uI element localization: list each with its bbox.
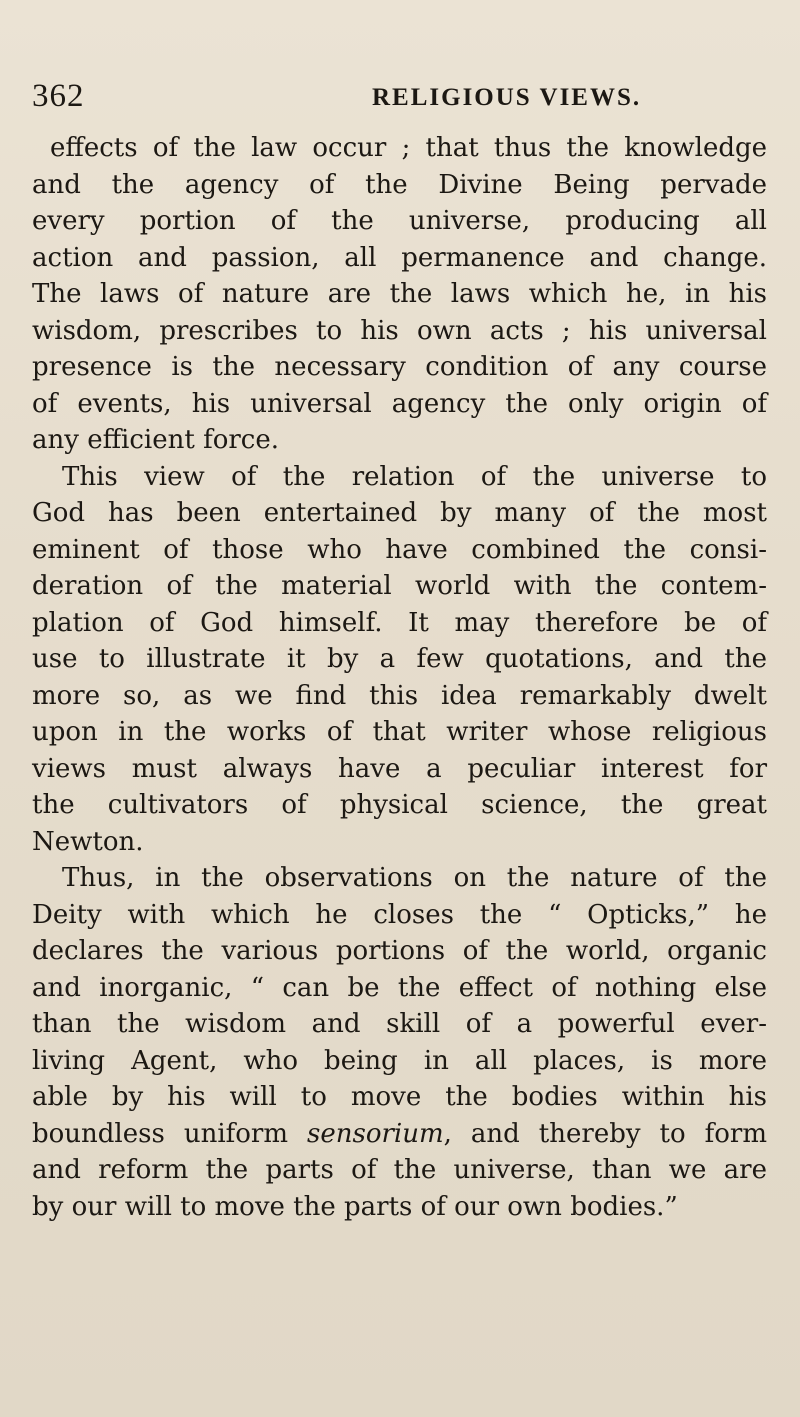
running-head — [32, 78, 772, 122]
text-line: wisdom, prescribes to his own acts ; his universal — [32, 315, 767, 346]
text-line: eminent of those who have combined the consi- — [32, 534, 767, 565]
text-line: God has been entertained by many of the most — [32, 498, 767, 528]
text-line: every portion of the universe, producing all — [32, 206, 767, 236]
text-line: action and passion, all permanence and change. — [32, 242, 767, 273]
text-line: views must always have a peculiar interest for — [32, 753, 767, 784]
text-line: effects of the law occur ; that thus the knowledge — [50, 133, 767, 163]
text-fragment: boundless uniform — [32, 1118, 288, 1149]
text-line: presence is the necessary condition of any course — [32, 352, 767, 382]
text-line: the cultivators of physical science, the great — [32, 790, 767, 820]
text-line: The laws of nature are the laws which he, in his — [32, 279, 767, 309]
text-line: plation of God himself. It may therefore be of — [32, 607, 767, 638]
body-text — [32, 130, 767, 1225]
text-fragment: , and thereby to form — [443, 1118, 768, 1149]
text-line: use to illustrate it by a few quotations, and the — [32, 644, 767, 674]
page-number: 362 — [32, 78, 85, 114]
text-line: Deity with which he closes the “ Opticks,” he — [32, 899, 767, 930]
text-line: by our will to move the parts of our own bodies.” — [32, 1191, 678, 1222]
text-line: upon in the works of that writer whose religious — [32, 717, 767, 747]
text-line: and inorganic, “ can be the effect of nothing else — [32, 972, 767, 1003]
text-line: and reform the parts of the universe, than we are — [32, 1155, 767, 1185]
text-line: than the wisdom and skill of a powerful ever- — [32, 1009, 767, 1039]
text-line: Newton. — [32, 826, 144, 857]
text-line: any efficient force. — [32, 425, 280, 455]
text-line-mixed — [32, 1116, 767, 1153]
text-line: This view of the relation of the universe to — [62, 461, 767, 492]
text-line: more so, as we find this idea remarkably dwelt — [32, 680, 767, 711]
text-line: deration of the material world with the contem- — [32, 571, 767, 601]
text-line: of events, his universal agency the only origin of — [32, 388, 767, 419]
running-title: RELIGIOUS VIEWS. — [372, 84, 642, 111]
text-line: and the agency of the Divine Being pervade — [32, 169, 767, 200]
italic-term: sensorium — [307, 1118, 444, 1149]
text-line: Thus, in the observations on the nature of the — [62, 863, 767, 893]
text-line: declares the various portions of the world, organic — [32, 936, 767, 966]
text-line: living Agent, who being in all places, is more — [32, 1045, 767, 1076]
text-line: able by his will to move the bodies within his — [32, 1082, 767, 1112]
